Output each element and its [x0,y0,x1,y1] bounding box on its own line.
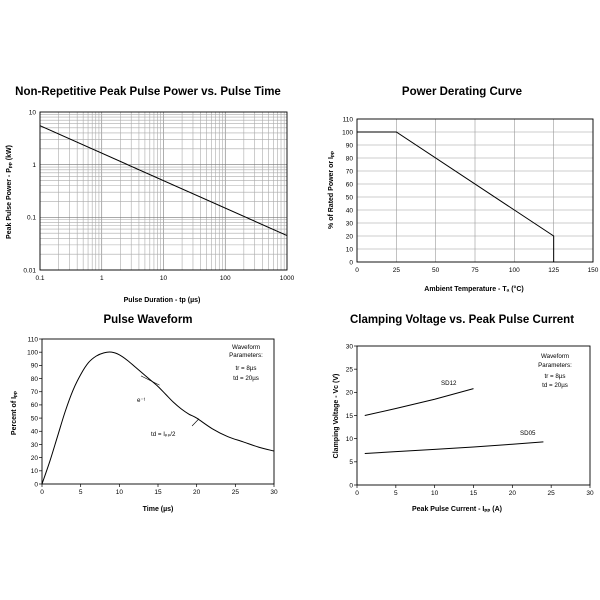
chart-4-series-label-sd05: SD05 [520,430,536,437]
chart-2-ylabel: % of Rated Power or Iₚₚ [328,151,335,229]
chart-3-ytick-label: 110 [27,336,38,344]
chart-3-ytick-label: 0 [34,481,38,489]
chart-3-annotation-exp: e⁻ᵗ [137,397,146,404]
chart-3-legend-line-3: tr = 8µs [235,365,257,372]
chart-1-ylabel: Peak Pulse Power - Pₚₚ (kW) [6,145,13,239]
chart-4-ytick-label: 25 [345,366,353,374]
chart-3-xtick-label: 25 [231,489,239,496]
chart-2-ytick-label: 10 [345,246,353,254]
chart-4-series-line-1 [365,389,474,416]
chart-4-ytick-label: 10 [345,435,353,443]
chart-3-ytick-label: 50 [30,415,38,423]
chart-4-ylabel: Clamping Voltage - Vᴄ (V) [333,373,340,459]
chart-3-ytick-label: 20 [30,454,38,462]
chart-2-ytick-label: 80 [345,155,353,163]
chart-3-ytick-label: 40 [30,428,38,436]
chart-2-xtick-label: 50 [432,267,440,274]
chart-3-xtick-label: 5 [78,489,83,496]
chart-2-xtick-label: 0 [355,267,359,274]
chart-3-ytick-label: 10 [30,468,38,476]
chart-3-title: Pulse Waveform [103,314,193,326]
chart-4-ytick-label: 0 [349,482,353,490]
chart-3-annotation-pointer [141,376,160,385]
chart-2-xtick-label: 150 [587,267,599,274]
chart-3-ytick-label: 70 [30,389,38,397]
chart-4-xtick-label: 30 [586,490,594,497]
chart-1-xtick-label: 10 [159,275,168,282]
chart-4-ytick-label: 30 [345,343,353,351]
chart-2-ytick-label: 70 [345,168,353,176]
chart-3-xlabel: Time (µs) [142,506,174,513]
chart-1-xtick-label: 1000 [279,275,295,282]
chart-3-legend-line-4: td = 20µs [233,375,259,382]
chart-4-xtick-label: 5 [394,490,398,497]
chart-2-xlabel: Ambient Temperature - Tₐ (°C) [424,286,524,293]
chart-3-ylabel: Percent of Iₚₚ [11,390,18,436]
chart-1-ytick-label: 1 [32,161,36,169]
chart-2-ytick-label: 110 [342,116,353,124]
chart-1-ytick-label: 10 [28,109,36,117]
chart-4-xtick-label: 20 [508,490,516,497]
chart-2-xtick-label: 25 [392,267,400,274]
chart-4-legend-line-2: Parameters: [538,362,572,369]
chart-3-ytick-label: 60 [30,402,38,410]
chart-2-ytick-label: 20 [345,233,353,241]
chart-2-ytick-label: 0 [349,259,353,267]
chart-3-frame [42,339,274,484]
chart-4-legend-line-1: Waveform [541,353,569,360]
chart-4-legend-line-4: td = 20µs [542,382,568,389]
chart-3-xtick-label: 30 [270,489,278,496]
chart-1-xlabel: Pulse Duration - tp (µs) [123,297,201,304]
chart-2-xtick-label: 100 [508,267,520,274]
chart-1-xtick-label: 100 [219,275,231,282]
chart-3-legend-line-1: Waveform [232,344,260,351]
chart-3-annotation-td: td = Iₚₚ/2 [151,431,176,438]
chart-2-ytick-label: 60 [345,181,353,189]
chart-2-ytick-label: 50 [345,194,353,202]
chart-3-xtick-label: 15 [154,489,162,496]
chart-4-legend-line-3: tr = 8µs [544,373,566,380]
chart-2-ytick-label: 40 [345,207,353,215]
chart-3-ytick-label: 100 [27,349,38,357]
chart-4-series-line-2 [365,442,544,454]
chart-3-annotation-pointer [192,419,199,426]
chart-2-ytick-label: 100 [342,129,353,137]
chart-4-ytick-label: 20 [345,389,353,397]
chart-4-xtick-label: 15 [469,490,478,497]
chart-3-ytick-label: 80 [30,375,38,383]
chart-4-xtick-label: 0 [355,490,359,497]
chart-1-title: Non-Repetitive Peak Pulse Power vs. Pulse Time [15,86,281,98]
chart-3-xtick-label: 10 [115,489,123,496]
chart-3-ytick-label: 90 [30,362,38,370]
chart-3-ytick-label: 30 [30,441,38,449]
chart-2-title: Power Derating Curve [401,86,523,98]
chart-4-title: Clamping Voltage vs. Peak Pulse Current [349,314,575,326]
chart-1-ytick-label: 0.1 [26,214,36,222]
chart-1-xtick-label: 1 [99,275,104,282]
chart-1-xtick-label: 0.1 [35,275,45,282]
chart-4-ytick-label: 15 [345,412,353,420]
chart-3-legend-line-2: Parameters: [229,352,263,359]
chart-1-ytick-label: 0.01 [23,267,36,275]
chart-2-ytick-label: 30 [345,220,353,228]
chart-2-ytick-label: 90 [345,142,353,150]
chart-2-xtick-label: 75 [471,267,479,274]
chart-4-ytick-label: 5 [349,459,353,467]
chart-2-xtick-label: 125 [548,267,560,274]
chart-4-xtick-label: 10 [431,490,439,497]
chart-4-xtick-label: 25 [547,490,555,497]
chart-3-xtick-label: 20 [193,489,201,496]
chart-4-xlabel: Peak Pulse Current - Iₚₚ (A) [411,506,503,513]
chart-4-series-label-sd12: SD12 [441,380,457,387]
chart-3-xtick-label: 0 [40,489,44,496]
